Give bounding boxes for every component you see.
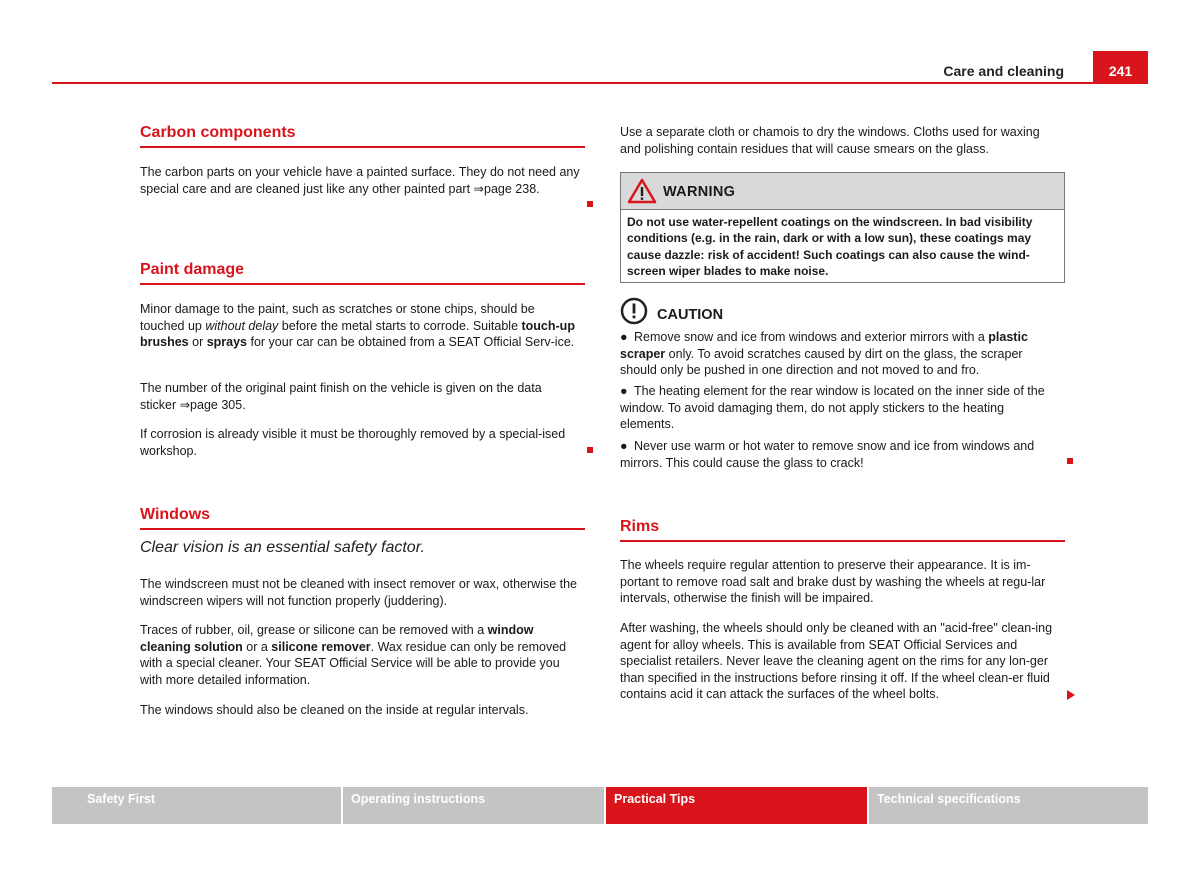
page-number: 241 (1093, 51, 1148, 84)
text-run: . Wax residue can only be removed with a special cleaner. Your SEAT Official Service will be able to provide you with more detailed information. (140, 639, 567, 687)
warning-header (621, 173, 1064, 210)
windows-paragraph-1: The windscreen must not be cleaned with insect remover or wax, otherwise the windscreen wipers will not function properly (juddering). (140, 577, 578, 608)
warning-title: WARNING (663, 184, 736, 200)
bold-text: sprays (206, 335, 248, 350)
tab-technical-specifications[interactable]: Technical specifications (869, 787, 1148, 824)
bullet-icon: ● (620, 439, 628, 453)
rims-paragraph-2: After washing, the wheels should only be cleaned with an "acid-free" clean-ing agent for alloy wheels. This is available from SEAT Official Services and specialist retailers. Never leave the cleaning agent on the rims for any lon-ger than specified in the instructions before rinsing it off. If the wheel clean-er fluid contains acid it can attack the surfaces of the wheel bolts. (620, 621, 1053, 702)
section-end-mark (1067, 458, 1073, 464)
carbon-paragraph: The carbon parts on your vehicle have a painted surface. They do not need any special care and are cleaned just like any other painted part ⇒page 238. (140, 165, 580, 196)
section-title-windows: Windows (140, 507, 585, 530)
bullet-icon: ● (620, 330, 628, 344)
text-run: The heating element for the rear window is located on the inner side of the window. To avoid damaging them, do not apply stickers to the heating elements. (620, 384, 1045, 432)
paint-paragraph-1 (140, 301, 580, 351)
caution-bullet-3 (620, 438, 1060, 471)
text-run: only. To avoid scratches caused by dirt on the glass, the scraper should only be pushed in one direction and not moved to and fro. (620, 346, 1023, 378)
section-end-mark (587, 201, 593, 207)
paint-paragraph-3: If corrosion is already visible it must be thoroughly removed by a special-ised workshop. (140, 427, 566, 458)
caution-bullet-1 (620, 329, 1060, 379)
rims-paragraph-1: The wheels require regular attention to preserve their appearance. It is im-portant to remove road salt and brake dust by washing the wheels at regu-lar intervals, otherwise the finish will be impaired. (620, 558, 1046, 606)
text-run: or (188, 335, 207, 350)
paint-paragraph-2: The number of the original paint finish on the vehicle is given on the data sticker ⇒page 305. (140, 381, 542, 412)
windows-subtitle: Clear vision is an essential safety factor. (140, 539, 425, 556)
warning-triangle-icon (627, 178, 657, 209)
warning-text: Do not use water-repellent coatings on the windscreen. In bad visibility conditions (e.g. in the rain, dark or with a low sun), these coatings may cause dazzle: risk of accident! Such coatings can also cause the wind-screen wiper blades to make noise. (627, 215, 1033, 279)
text-run: Remove snow and ice from windows and exterior mirrors with a (634, 330, 989, 344)
caution-title: CAUTION (657, 307, 724, 323)
tab-operating-instructions[interactable]: Operating instructions (343, 787, 604, 824)
continue-arrow-icon (1067, 690, 1075, 700)
emphasis-text: without delay (205, 318, 279, 333)
section-title-paint: Paint damage (140, 262, 585, 285)
bold-text: plastic scraper (620, 330, 1028, 361)
tab-safety-first[interactable]: Safety First (52, 787, 341, 824)
text-run: Never use warm or hot water to remove snow and ice from windows and mirrors. This could cause the glass to crack! (620, 439, 1035, 470)
text-run: before the metal starts to corrode. Suitable (278, 318, 522, 333)
windows-paragraph-2 (140, 622, 580, 688)
windows-paragraph-4: Use a separate cloth or chamois to dry the windows. Cloths used for waxing and polishing contain residues that will cause smears on the glass. (620, 125, 1040, 156)
warning-box (620, 172, 1065, 283)
caution-icon (620, 297, 648, 330)
bold-text: window cleaning solution (140, 623, 534, 654)
caution-bullet-2 (620, 383, 1060, 433)
header-rule (52, 82, 1148, 84)
section-end-mark (587, 447, 593, 453)
chapter-title: Care and cleaning (943, 63, 1064, 79)
text-run: for your car can be obtained from a SEAT Official Serv-ice. (247, 335, 575, 350)
bullet-icon: ● (620, 384, 628, 398)
bold-text: silicone remover (271, 639, 371, 654)
section-title-carbon: Carbon components (140, 125, 585, 148)
text-run: or a (242, 639, 272, 654)
text-run: Minor damage to the paint, such as scratches or stone chips, should be touched up (140, 302, 535, 333)
text-run: Traces of rubber, oil, grease or silicone can be removed with a (140, 623, 488, 637)
bold-text: touch-up brushes (140, 318, 575, 350)
tab-practical-tips[interactable]: Practical Tips (606, 787, 867, 824)
section-title-rims: Rims (620, 519, 1065, 542)
windows-paragraph-3: The windows should also be cleaned on the inside at regular intervals. (140, 703, 529, 717)
